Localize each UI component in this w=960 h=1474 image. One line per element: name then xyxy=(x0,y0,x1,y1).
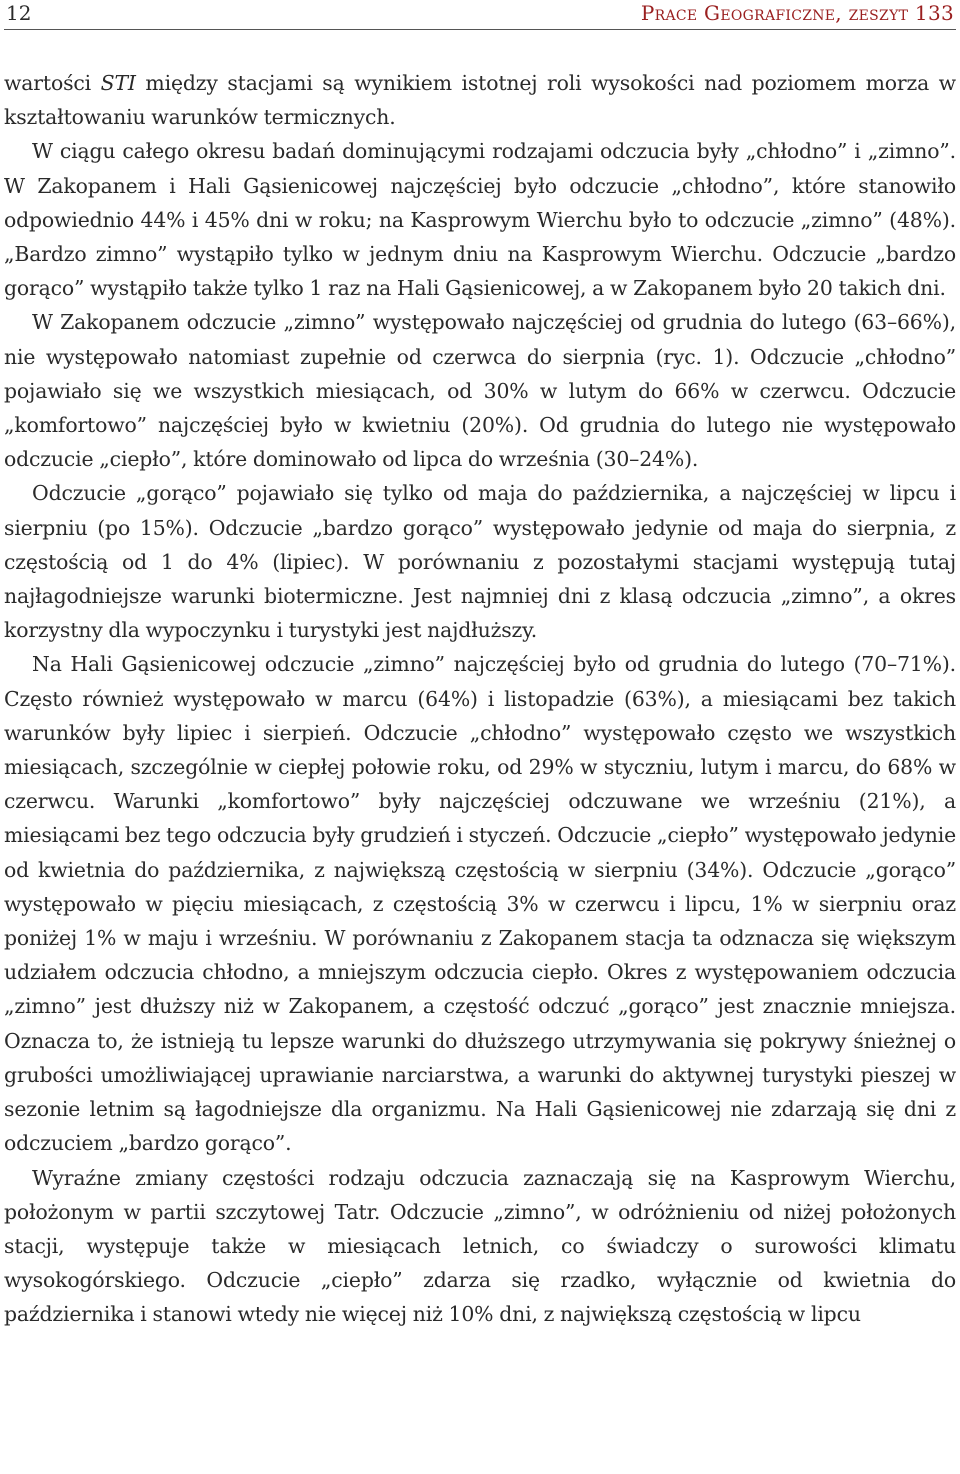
page-number: 12 xyxy=(6,1,32,25)
paragraph-3: W Zakopanem odczucie „zimno” występowało najczęściej od grudnia do lutego (63–66%), nie występowało natomiast zupełnie od czerwca do sierpnia (ryc. 1). Odczucie „chłodno” pojawiało się we wszystkich miesiącach, od 30% w lutym do 66% w czerwcu. Odczucie „komfortowo” najczęściej było w kwietniu (20%). Od grudnia do lutego nie występowało odczucie „ciepło”, które dominowało od lipca do września (30–24%). xyxy=(4,310,956,472)
paragraph-4: Odczucie „gorąco” pojawiało się tylko od maja do października, a najczęściej w lipcu i sierpniu (po 15%). Odczucie „bardzo gorąco” występowało jedynie od maja do sierpnia, z częstością od 1 do 4% (lipiec). W porównaniu z pozostałymi stacjami występują tutaj najłagodniejsze warunki biotermiczne. Jest najmniej dni z klasą odczucia „zimno”, a okres korzystny dla wypoczynku i turystyki jest najdłuższy. xyxy=(4,481,956,643)
body-text xyxy=(4,30,956,1332)
paragraph-1: wartości STI między stacjami są wynikiem istotnej roli wysokości nad poziomem morza w kształtowaniu warunków termicznych. xyxy=(4,71,956,130)
running-title: Prace Geograficzne, zeszyt 133 xyxy=(640,1,954,25)
paragraph-2: W ciągu całego okresu badań dominującymi rodzajami odczucia były „chłodno” i „zimno”. W Zakopanem i Hali Gąsienicowej najczęściej było odczucie „chłodno”, które stanowiło odpowiednio 44% i 45% dni w roku; na Kasprowym Wierchu było to odczucie „zimno” (48%). „Bardzo zimno” wystąpiło tylko w jednym dniu na Kasprowym Wierchu. Odczucie „bardzo gorąco” wystąpiło także tylko 1 raz na Hali Gąsienicowej, a w Zakopanem było 20 takich dni. xyxy=(4,139,956,301)
paragraph-6: Wyraźne zmiany częstości rodzaju odczucia zaznaczają się na Kasprowym Wierchu, położonym w partii szczytowej Tatr. Odczucie „zimno”, w odróżnieniu od niżej położonych stacji, występuje także w miesiącach letnich, co świadczy o surowości klimatu wysokogórskiego. Odczucie „ciepło” zdarza się rzadko, wyłącznie od kwietnia do października i stanowi wtedy nie więcej niż 10% dni, z największą częstością w lipcu xyxy=(4,1165,956,1327)
paragraph-5: Na Hali Gąsienicowej odczucie „zimno” najczęściej było od grudnia do lutego (70–71%). Często również występowało w marcu (64%) i listopadzie (63%), a miesiącami bez takich warunków były lipiec i sierpień. Odczucie „chłodno” występowało często we wszystkich miesiącach, szczególnie w ciepłej połowie roku, od 29% w styczniu, lutym i marcu, do 68% w czerwcu. Warunki „komfortowo” były najczęściej odczuwane we wrześniu (21%), a miesiącami bez tego odczucia były grudzień i styczeń. Odczucie „ciepło” występowało jedynie od kwietnia do października, z największą częstością w sierpniu (34%). Odczucie „gorąco” występowało w pięciu miesiącach, z częstością 3% w czerwcu i lipcu, 1% w sierpniu oraz poniżej 1% w maju i wrześniu. W porównaniu z Zakopanem stacja ta odznacza się większym udziałem odczucia chłodno, a mniejszym odczucia ciepło. Okres z występowaniem odczucia „zimno” jest dłuższy niż w Zakopanem, a częstość odczuć „gorąco” jest znacznie mniejsza. Oznacza to, że istnieją tu lepsze warunki do dłuższego utrzymywania się pokrywy śnieżnej o grubości umożliwiającej uprawianie narciarstwa, a warunki do aktywnej turystyki pieszej w sezonie letnim są łagodniejsze dla organizmu. Na Hali Gąsienicowej nie zdarzają się dni z odczuciem „bardzo gorąco”. xyxy=(4,652,956,1156)
running-header xyxy=(4,0,956,30)
